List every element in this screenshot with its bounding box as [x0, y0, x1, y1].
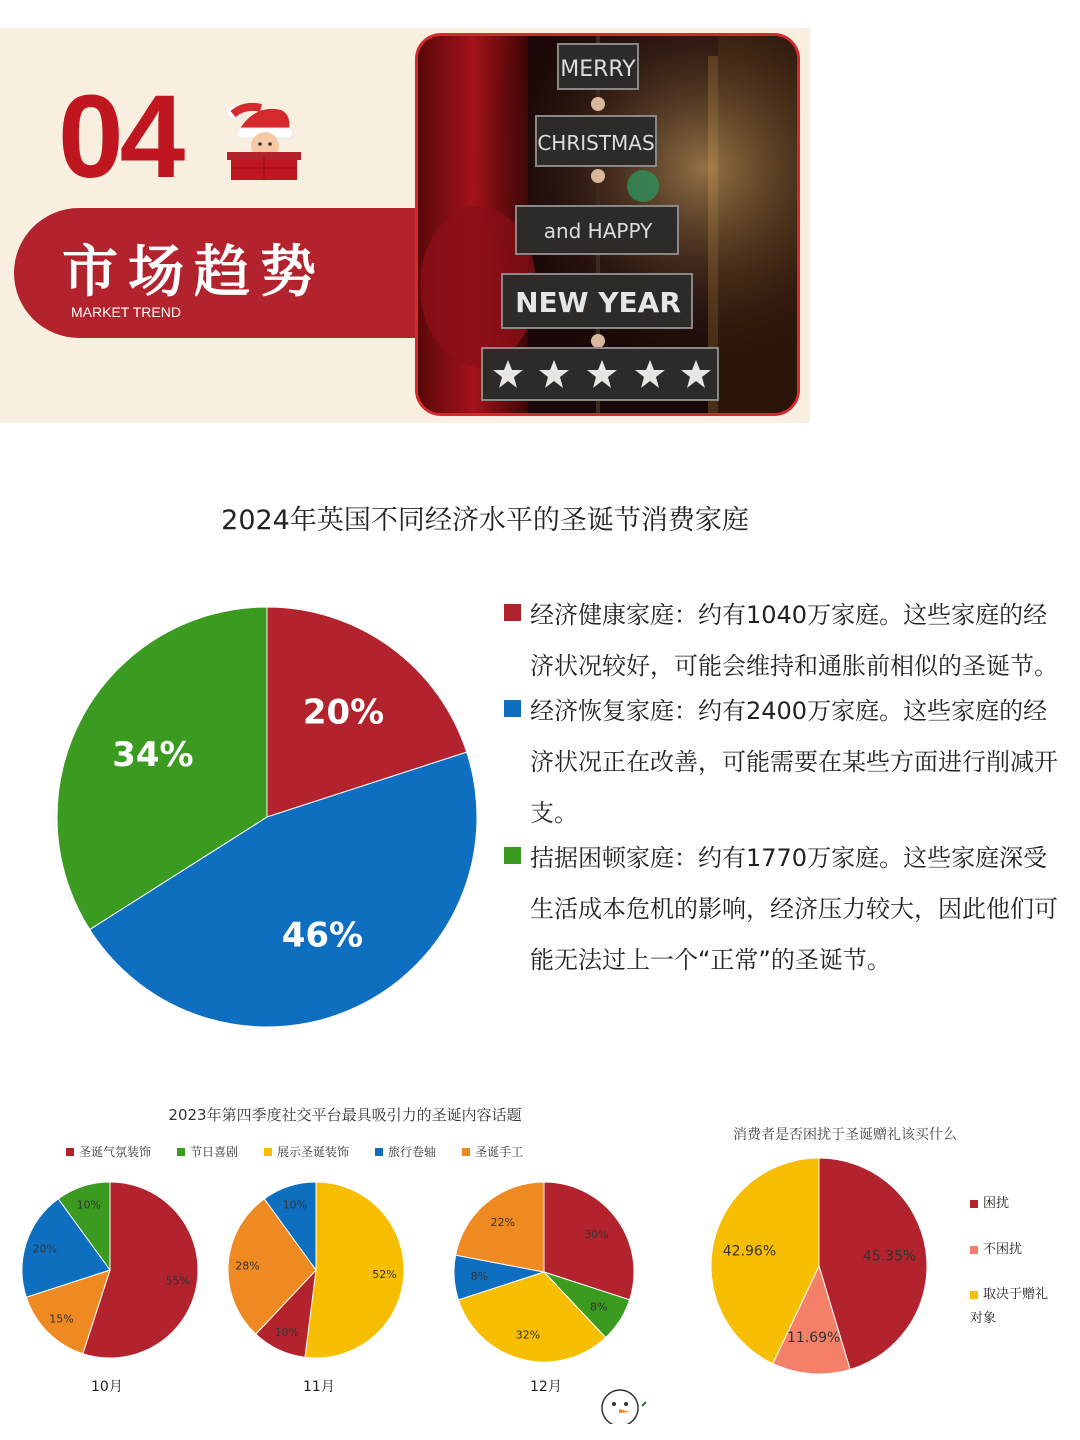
legend-label: 取决于赠礼对象: [970, 1287, 1049, 1326]
slice-label-2: 28%: [235, 1259, 260, 1273]
slice-label-1: 15%: [49, 1312, 74, 1326]
snowman-icon: [592, 1384, 648, 1424]
slice-label-3: 10%: [282, 1198, 308, 1212]
legend-item-struggling: [500, 833, 1060, 986]
slice-label-1: 11.69%: [786, 1329, 841, 1346]
legend-swatch: [970, 1246, 978, 1254]
legend-label: 节日喜剧: [190, 1145, 239, 1159]
topics-chart-legend: [66, 1143, 549, 1160]
slice-label-0: 20%: [302, 692, 385, 733]
legend-item: [177, 1143, 238, 1160]
legend-swatch: [504, 847, 521, 864]
slice-label-0: 30%: [584, 1227, 609, 1241]
legend-label: 困扰: [983, 1196, 1010, 1211]
legend-swatch: [504, 700, 521, 717]
slice-label-2: 32%: [515, 1328, 541, 1342]
legend-swatch: [970, 1291, 978, 1299]
legend-swatch: [375, 1148, 383, 1156]
slice-label-1: 46%: [281, 915, 364, 956]
month-label-dec: 12月: [530, 1379, 562, 1395]
gift-chart-title: 消费者是否困扰于圣诞赠礼该买什么: [733, 1127, 957, 1143]
slice-label-4: 22%: [490, 1215, 515, 1229]
main-chart-legend: [500, 590, 1060, 980]
section-subtitle: MARKET TREND: [71, 304, 181, 320]
slice-label-1: 10%: [274, 1325, 300, 1339]
gift-legend-item: [970, 1238, 1065, 1262]
legend-item: [462, 1143, 523, 1160]
sign-christmas: CHRISTMAS: [537, 131, 655, 155]
gift-pie-chart: [708, 1155, 930, 1377]
slice-label-2: 20%: [32, 1242, 57, 1256]
legend-text: 经济健康家庭：约有1040万家庭。这些家庭的经济状况较好，可能会维持和通胀前相似的圣诞节。: [530, 601, 1058, 680]
sign-merry: MERRY: [560, 57, 636, 82]
section-title: 市场趋势: [62, 240, 326, 305]
slice-label-0: 45.35%: [862, 1248, 917, 1265]
legend-text: 经济恢复家庭：约有2400万家庭。这些家庭的经济状况正在改善，可能需要在某些方面进行削减开支。: [530, 697, 1058, 827]
slice-label-2: 34%: [112, 735, 194, 776]
october-pie-chart: [20, 1180, 200, 1360]
legend-label: 展示圣诞装饰: [277, 1145, 350, 1159]
november-pie-chart: [226, 1180, 406, 1360]
legend-swatch: [66, 1148, 74, 1156]
legend-label: 旅行卷轴: [388, 1145, 437, 1159]
photo-illustration: [418, 36, 797, 413]
legend-swatch: [504, 604, 521, 621]
legend-text: 拮据困顿家庭：约有1770万家庭。这些家庭深受生活成本危机的影响，经济压力较大，因此他们可能无法过上一个“正常”的圣诞节。: [530, 844, 1058, 974]
december-pie-chart: [452, 1180, 636, 1364]
slice-label-1: 8%: [589, 1300, 608, 1314]
sign-new-year: NEW YEAR: [515, 286, 681, 319]
slice-label-0: 55%: [165, 1274, 191, 1288]
legend-swatch: [970, 1200, 978, 1208]
legend-item-healthy: [500, 590, 1060, 692]
legend-label: 圣诞气氛装饰: [79, 1145, 152, 1159]
santa-icon: [225, 100, 303, 182]
month-label-nov: 11月: [303, 1379, 335, 1395]
legend-item: [264, 1143, 349, 1160]
legend-item: [375, 1143, 436, 1160]
legend-label: 不困扰: [983, 1242, 1023, 1257]
slice-label-3: 10%: [76, 1198, 102, 1212]
main-pie-chart: [50, 600, 490, 1040]
legend-item: [66, 1143, 151, 1160]
christmas-signs-photo: [415, 33, 800, 416]
slice-label-3: 8%: [470, 1269, 489, 1283]
section-number: 04: [58, 71, 182, 203]
legend-label: 圣诞手工: [475, 1145, 524, 1159]
month-label-oct: 10月: [91, 1379, 123, 1395]
slice-label-2: 42.96%: [722, 1243, 777, 1260]
legend-item-recovering: [500, 686, 1060, 839]
slice-label-0: 52%: [372, 1268, 397, 1282]
main-chart-title: 2024年英国不同经济水平的圣诞节消费家庭: [221, 505, 749, 536]
legend-swatch: [462, 1148, 470, 1156]
legend-swatch: [177, 1148, 185, 1156]
topics-chart-title: 2023年第四季度社交平台最具吸引力的圣诞内容话题: [168, 1106, 522, 1124]
sign-and-happy: and HAPPY: [543, 219, 653, 243]
gift-legend-item: [970, 1283, 1060, 1331]
gift-legend-item: [970, 1192, 1065, 1216]
legend-swatch: [264, 1148, 272, 1156]
